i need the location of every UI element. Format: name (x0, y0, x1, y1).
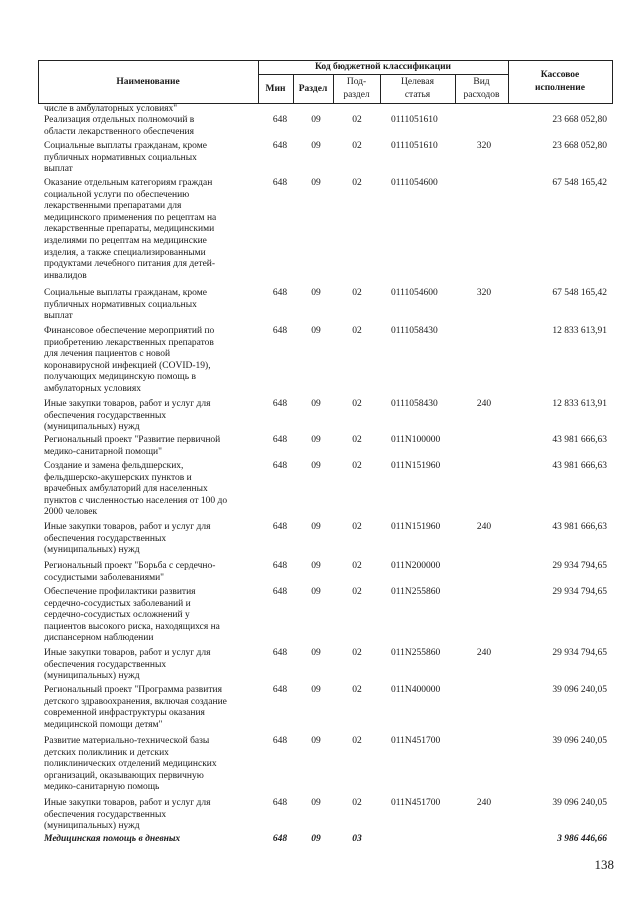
row-name-line: Социальные выплаты гражданам, кроме (44, 141, 207, 151)
row-expense-type: 320 (476, 141, 492, 151)
row-name-line: инвалидов (44, 270, 87, 281)
row-expense-type: 320 (476, 288, 492, 298)
row-min: 648 (272, 178, 288, 188)
row-name-line: обеспечения государственных (44, 533, 167, 544)
row-podrazdel: 02 (352, 587, 362, 597)
row-expense-type: 240 (476, 522, 492, 532)
row-name-line: Иные закупки товаров, работ и услуг для (44, 522, 211, 532)
row-podrazdel: 02 (352, 685, 362, 695)
row-razdel: 09 (311, 798, 321, 808)
row-razdel: 09 (311, 178, 321, 188)
row-razdel: 09 (311, 141, 321, 151)
row-name-line: обеспечения государственных (44, 659, 167, 670)
row-podrazdel: 02 (352, 115, 362, 125)
row-min: 648 (272, 461, 288, 471)
row-razdel: 09 (311, 326, 321, 336)
header-podrazdel: Под- раздел (343, 77, 370, 100)
header-budget-code: Код бюджетной классификации (314, 61, 452, 72)
row-name-line: Финансовое обеспечение мероприятий по (44, 326, 215, 336)
row-min: 648 (272, 798, 288, 808)
row-name (44, 326, 258, 396)
row-target-article: 011N151960 (391, 461, 441, 471)
row-amount: 3 986 446,66 (557, 834, 607, 844)
row-name (44, 587, 258, 645)
table-header (0, 0, 640, 110)
row-target-article: 0111051610 (391, 141, 438, 151)
row-name-line: диспансерном наблюдении (44, 633, 154, 644)
row-name-line: Иные закупки товаров, работ и услуг для (44, 399, 211, 409)
row-name-line: лекарственные препараты, медицинскими (44, 224, 215, 235)
row-amount: 39 096 240,05 (552, 798, 607, 808)
row-amount: 67 548 165,42 (552, 288, 607, 298)
row-name-line: для лечения пациентов с новой (44, 349, 171, 360)
row-podrazdel: 02 (352, 435, 362, 445)
row-name-line: Создание и замена фельдшерских, (44, 461, 184, 471)
row-name-line: Реализация отдельных полномочий в (44, 115, 195, 125)
row-name (44, 141, 258, 176)
row-razdel: 09 (311, 115, 321, 125)
row-razdel: 09 (311, 435, 321, 445)
row-name-line: медицинской помощи детям" (44, 719, 163, 730)
row-name-line: амбулаторных условиях (44, 383, 142, 394)
row-name-line: лекарственными препаратами для (44, 201, 182, 212)
row-amount: 43 981 666,63 (552, 522, 607, 532)
row-name-line: (муниципальных) нужд (44, 545, 140, 556)
row-name-line: обеспечения государственных (44, 410, 167, 421)
row-amount: 43 981 666,63 (552, 435, 607, 445)
row-razdel: 09 (311, 648, 321, 658)
row-name-line: Медицинская помощь в дневных (44, 834, 181, 844)
row-name (44, 685, 258, 731)
row-name-line: Региональный проект "Программа развития (44, 685, 222, 695)
row-min: 648 (272, 326, 288, 336)
row-min: 648 (272, 522, 288, 532)
header-min: Мин (265, 83, 286, 94)
row-name-line: сердечно-сосудистых заболеваний и (44, 598, 191, 609)
row-name-line: области лекарственного обеспечения (44, 126, 194, 137)
row-name (44, 798, 258, 833)
page-number: 138 (594, 857, 614, 872)
row-podrazdel: 02 (352, 461, 362, 471)
row-name-line: медико-санитарную помощь (44, 782, 160, 793)
row-razdel: 09 (311, 685, 321, 695)
row-name-line: обеспечения государственных (44, 809, 167, 820)
row-target-article: 011N255860 (391, 648, 441, 658)
row-min: 648 (272, 561, 288, 571)
row-podrazdel: 02 (352, 648, 362, 658)
row-expense-type: 240 (476, 648, 492, 658)
row-amount: 29 934 794,65 (552, 587, 607, 597)
row-name (44, 834, 258, 846)
row-razdel: 09 (311, 736, 321, 746)
row-expense-type: 240 (476, 798, 492, 808)
row-name-line: коронавирусной инфекцией (COVID-19), (44, 360, 211, 371)
row-target-article: 0111051610 (391, 115, 438, 125)
row-name (44, 561, 258, 584)
row-name-line: продуктами лечебного питания для детей- (44, 259, 216, 270)
row-amount: 12 833 613,91 (552, 399, 607, 409)
row-name-line: современной инфраструктуры оказания (44, 708, 205, 719)
row-name-line: детских поликлиник и детских (44, 747, 169, 758)
row-name (44, 178, 258, 282)
row-name-line: Региональный проект "Развитие первичной (44, 435, 221, 445)
row-target-article: 011N400000 (391, 685, 441, 695)
row-name (44, 736, 258, 794)
row-min: 648 (272, 685, 288, 695)
row-amount: 43 981 666,63 (552, 461, 607, 471)
row-min: 648 (272, 141, 288, 151)
row-podrazdel: 02 (352, 326, 362, 336)
row-amount: 67 548 165,42 (552, 178, 607, 188)
row-amount: 29 934 794,65 (552, 648, 607, 658)
row-target-article: 011N151960 (391, 522, 441, 532)
row-name-line: 2000 человек (44, 507, 98, 518)
row-name-line: Иные закупки товаров, работ и услуг для (44, 648, 211, 658)
row-razdel: 09 (311, 522, 321, 532)
row-name-line: врачебных амбулаторий для населенных (44, 484, 208, 495)
row-amount: 23 668 052,80 (552, 141, 607, 151)
row-amount: 29 934 794,65 (552, 561, 607, 571)
row-name-line: приобретению лекарственных препаратов (44, 337, 214, 348)
row-name-line: (муниципальных) нужд (44, 422, 140, 433)
row-name-line: медико-санитарной помощи" (44, 446, 163, 457)
row-name-line: изделия, а также специализированными (44, 247, 206, 258)
header-name: Наименование (116, 76, 180, 87)
row-name-line: детского здравоохранения, включая создание (44, 696, 227, 707)
row-razdel: 09 (311, 587, 321, 597)
row-amount: 12 833 613,91 (552, 326, 607, 336)
row-name-line: (муниципальных) нужд (44, 821, 140, 832)
row-name (44, 461, 258, 519)
row-amount: 39 096 240,05 (552, 685, 607, 695)
row-name-line: получающих медицинскую помощь в (44, 372, 196, 383)
row-target-article: 0111054600 (391, 178, 438, 188)
row-min: 648 (272, 648, 288, 658)
row-name (44, 104, 258, 116)
row-target-article: 0111058430 (391, 326, 438, 336)
row-name-line: пациентов высокого риска, находящихся на (44, 621, 220, 632)
row-name-line: медицинского применения по рецептам на (44, 212, 217, 223)
row-name-line: выплат (44, 164, 73, 175)
row-name-line: социальной услуги по обеспечению (44, 189, 190, 200)
row-podrazdel: 02 (352, 798, 362, 808)
row-amount: 39 096 240,05 (552, 736, 607, 746)
row-target-article: 011N200000 (391, 561, 441, 571)
row-podrazdel: 02 (352, 141, 362, 151)
row-name-line: сердечно-сосудистых осложнений у (44, 610, 190, 621)
row-name-line: публичных нормативных социальных (44, 299, 197, 310)
row-podrazdel: 02 (352, 561, 362, 571)
row-name-line: поликлинических отделений медицинских (44, 759, 217, 770)
row-razdel: 09 (311, 399, 321, 409)
row-name-line: Оказание отдельным категориям граждан (44, 178, 213, 188)
row-razdel: 09 (311, 461, 321, 471)
header-expense-type: Вид расходов (463, 77, 500, 100)
row-razdel: 09 (311, 288, 321, 298)
row-min: 648 (272, 834, 288, 844)
row-name (44, 648, 258, 683)
row-name (44, 115, 258, 138)
row-min: 648 (272, 736, 288, 746)
row-min: 648 (272, 587, 288, 597)
row-target-article: 011N451700 (391, 736, 441, 746)
row-name-line: числе в амбулаторных условиях" (44, 104, 178, 114)
row-min: 648 (272, 115, 288, 125)
row-target-article: 0111054600 (391, 288, 438, 298)
row-razdel: 09 (311, 834, 321, 844)
row-razdel: 09 (311, 561, 321, 571)
row-name-line: пунктов с численностью населения от 100 до (44, 495, 228, 506)
row-amount: 23 668 052,80 (552, 115, 607, 125)
row-podrazdel: 02 (352, 736, 362, 746)
row-name (44, 399, 258, 434)
row-min: 648 (272, 435, 288, 445)
row-name-line: Иные закупки товаров, работ и услуг для (44, 798, 211, 808)
row-expense-type: 240 (476, 399, 492, 409)
row-name-line: Региональный проект "Борьба с сердечно- (44, 561, 216, 571)
row-name-line: Развитие материально-технической базы (44, 736, 210, 746)
row-target-article: 011N100000 (391, 435, 441, 445)
row-name-line: фельдшерско-акушерских пунктов и (44, 472, 192, 483)
row-podrazdel: 02 (352, 178, 362, 188)
row-target-article: 011N255860 (391, 587, 441, 597)
row-name-line: (муниципальных) нужд (44, 671, 140, 682)
row-name (44, 288, 258, 323)
row-podrazdel: 03 (352, 834, 362, 844)
row-target-article: 0111058430 (391, 399, 438, 409)
row-name-line: организаций, оказывающих первичную (44, 770, 204, 781)
row-target-article: 011N451700 (391, 798, 441, 808)
row-name (44, 435, 258, 458)
row-name-line: Обеспечение профилактики развития (44, 587, 196, 597)
row-podrazdel: 02 (352, 399, 362, 409)
row-name-line: изделиями по рецептам на медицинские (44, 235, 207, 246)
row-min: 648 (272, 399, 288, 409)
row-name-line: сосудистыми заболеваниями" (44, 572, 165, 583)
row-podrazdel: 02 (352, 288, 362, 298)
row-name (44, 522, 258, 557)
row-name-line: выплат (44, 311, 73, 322)
row-podrazdel: 02 (352, 522, 362, 532)
header-razdel: Раздел (298, 83, 328, 94)
row-name-line: публичных нормативных социальных (44, 152, 197, 163)
header-cash-execution: Кассовое исполнение (535, 70, 585, 93)
header-target-article: Целевая статья (401, 77, 434, 100)
row-min: 648 (272, 288, 288, 298)
row-name-line: Социальные выплаты гражданам, кроме (44, 288, 207, 298)
